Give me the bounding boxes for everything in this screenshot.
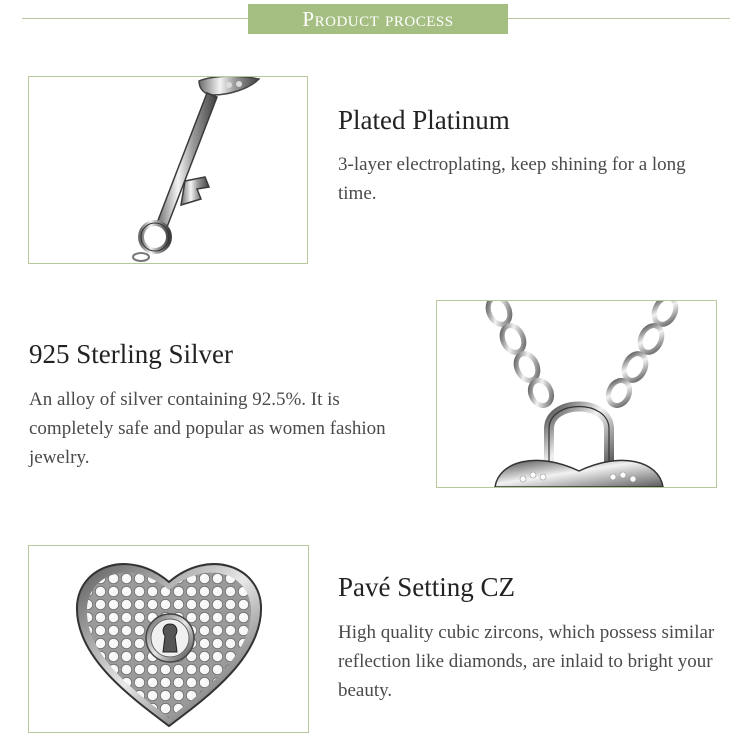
feature-title-pave-setting: Pavé Setting CZ [338, 572, 515, 602]
feature-desc-plated-platinum: 3-layer electroplating, keep shining for a long time. [338, 154, 686, 204]
feature-image-plated-platinum [28, 76, 308, 264]
feature-desc-pave-setting: High quality cubic zircons, which possess similar reflection like diamonds, are inlaid to bright your beauty. [338, 622, 715, 701]
feature-title-sterling-silver: 925 Sterling Silver [29, 339, 233, 369]
header-divider-right [508, 18, 730, 19]
section-title: Product process [302, 6, 454, 31]
feature-title-plated-platinum: Plated Platinum [338, 105, 510, 135]
feature-desc-sterling-silver: An alloy of silver containing 92.5%. It is completely safe and popular as women fashion jewelry. [29, 389, 386, 468]
feature-image-pave-setting [28, 545, 309, 733]
header-divider-left [22, 18, 248, 19]
heart-padlock-chain-icon [437, 301, 716, 487]
pave-heart-lock-icon [29, 546, 308, 732]
feature-image-sterling-silver [436, 300, 717, 488]
section-banner [248, 4, 508, 34]
silver-key-pendant-icon [29, 77, 307, 263]
